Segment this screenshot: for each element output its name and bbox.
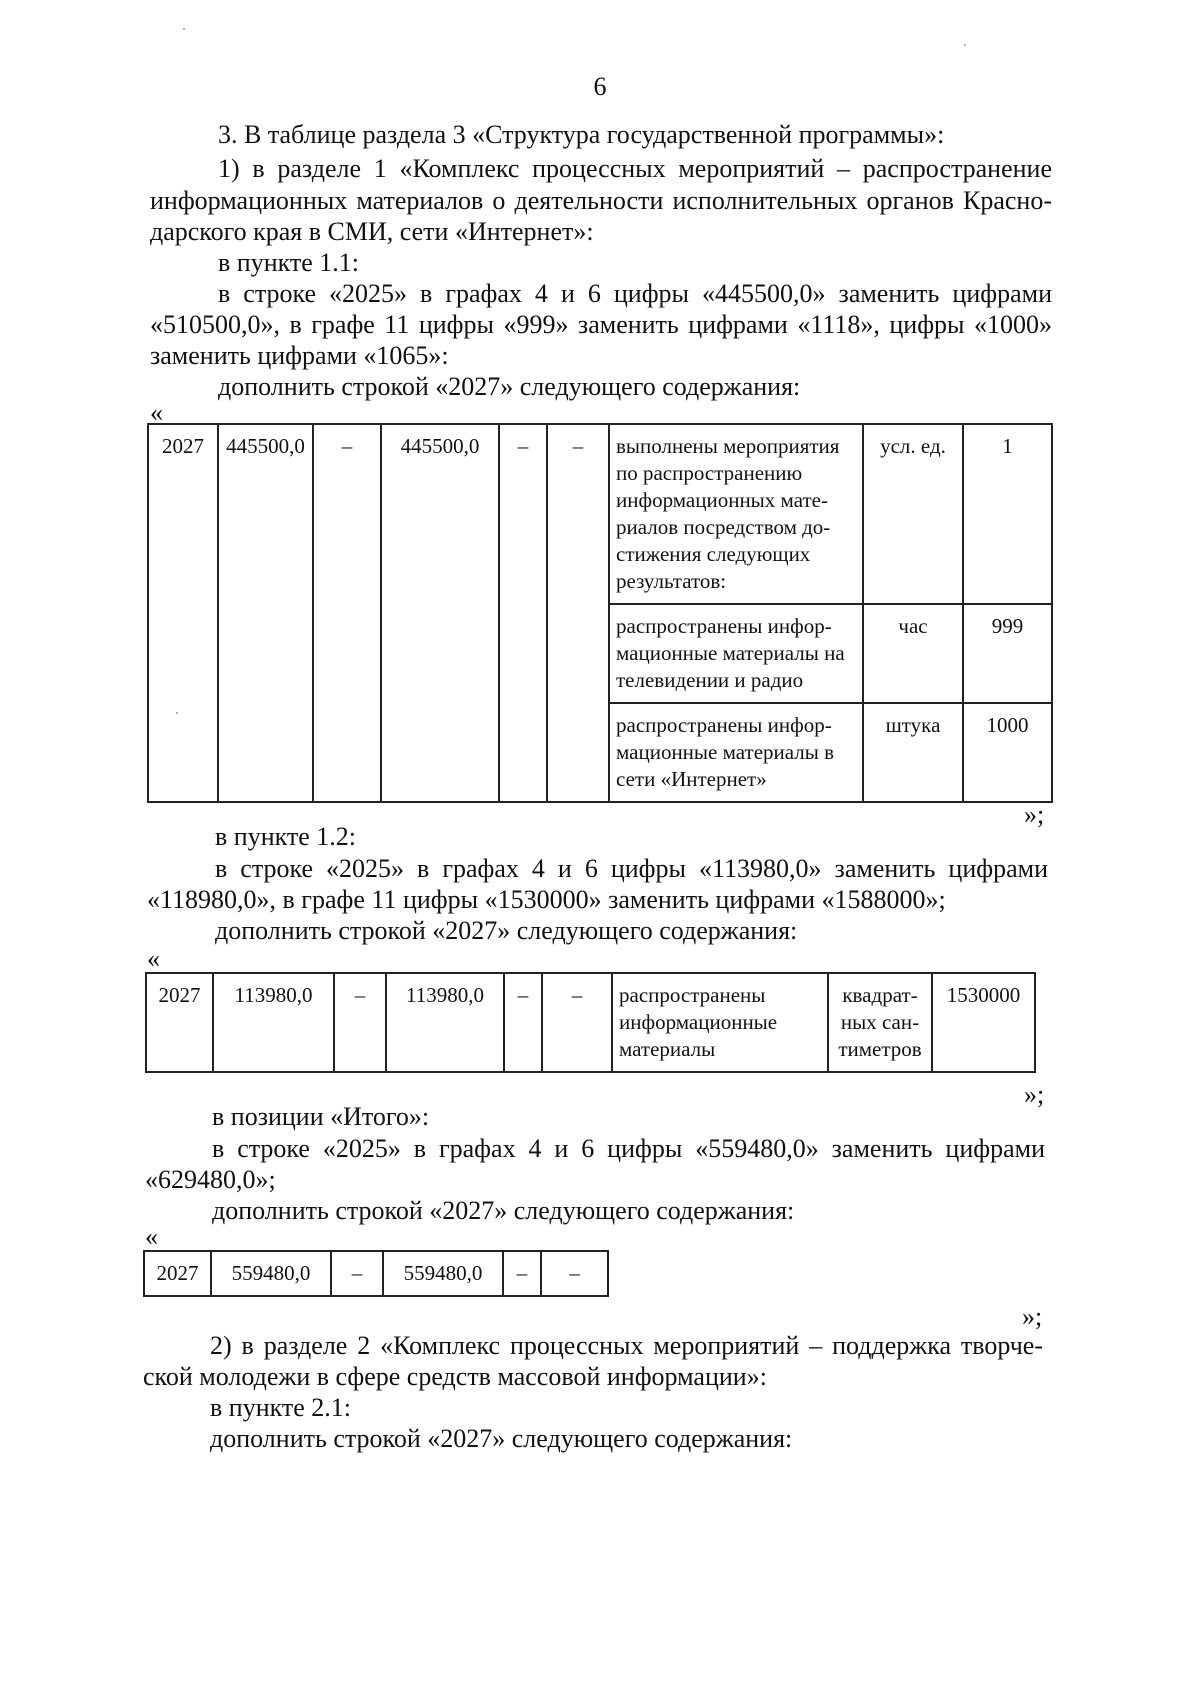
table1-close-quote: »; (1024, 800, 1045, 829)
item2-intro-line2: ской молодежи в сфере средств массовой информации»: (143, 1362, 767, 1391)
table1-col2: 445500,0 (218, 424, 313, 802)
table3-col2: 559480,0 (211, 1251, 331, 1296)
table1-result-text: выполнены мероприятия по распространению информационных мате-риалов посредством до-стижения следующих результатов: (609, 424, 863, 604)
table1-result-text: распространены инфор-мационные материалы в сети «Интернет» (609, 703, 863, 802)
scan-speck (176, 712, 178, 714)
table2-result-value: 1530000 (932, 973, 1035, 1072)
page-number: 6 (593, 72, 607, 101)
table2-row (146, 973, 1035, 1072)
table3-col3: – (331, 1251, 383, 1296)
table1-col4: 445500,0 (381, 424, 499, 802)
table2-result-unit: квадрат-ных сан-тиметров (828, 973, 932, 1072)
table3-year: 2027 (144, 1251, 211, 1296)
point-1-2-line2: «118980,0», в графе 11 цифры «1530000» заменить цифрами «1588000»; (147, 885, 946, 914)
table2-col2: 113980,0 (213, 973, 334, 1072)
table3-col4: 559480,0 (383, 1251, 503, 1296)
table1-result-unit: усл. ед. (863, 424, 963, 604)
table2-result-text: распространены информационные материалы (612, 973, 828, 1072)
table2-col4: 113980,0 (386, 973, 504, 1072)
table-1-1-row-2027 (147, 423, 1053, 803)
point-1-1-label: в пункте 1.1: (218, 248, 360, 277)
table-total-row-2027 (143, 1250, 609, 1297)
table1-col5: – (499, 424, 547, 802)
table1-result-unit: час (863, 604, 963, 703)
total-line1: в строке «2025» в графах 4 и 6 цифры «559480,0» заменить цифрами (212, 1134, 1045, 1163)
point-1-1-line1: в строке «2025» в графах 4 и 6 цифры «445500,0» заменить цифрами (218, 279, 1052, 308)
table2-col6: – (542, 973, 612, 1072)
table1-result-text: распространены инфор-мационные материалы на телевидении и радио (609, 604, 863, 703)
table1-open-quote: « (150, 398, 163, 427)
table3-row (144, 1251, 608, 1296)
item2-intro-line1: 2) в разделе 2 «Комплекс процессных мероприятий – поддержка творче- (210, 1331, 1043, 1360)
table2-col3: – (334, 973, 386, 1072)
table2-open-quote: « (147, 944, 160, 973)
point-2-1-add: дополнить строкой «2027» следующего содержания: (210, 1424, 793, 1453)
table1-result-value: 999 (963, 604, 1052, 703)
item1-intro-line1: 1) в разделе 1 «Комплекс процессных мероприятий – распространение (218, 154, 1052, 183)
table1-col3: – (313, 424, 381, 802)
scan-speck (964, 44, 966, 46)
total-label: в позиции «Итого»: (212, 1102, 430, 1131)
table3-open-quote: « (145, 1222, 158, 1251)
table1-col6: – (547, 424, 609, 802)
table1-row (148, 424, 1052, 604)
item1-intro-line2: информационных материалов о деятельности исполнительных органов Красно- (150, 186, 1052, 215)
point-1-1-line2: «510500,0», в графе 11 цифры «999» заменить цифрами «1118», цифры «1000» (150, 310, 1052, 339)
table3-col5: – (503, 1251, 541, 1296)
point-1-2-add: дополнить строкой «2027» следующего содержания: (215, 916, 798, 945)
point-1-1-line3: заменить цифрами «1065»: (150, 341, 449, 370)
table1-result-unit: штука (863, 703, 963, 802)
table1-year: 2027 (148, 424, 218, 802)
point-1-2-label: в пункте 1.2: (215, 822, 357, 851)
table3-close-quote: »; (1022, 1302, 1043, 1331)
table1-result-value: 1 (963, 424, 1052, 604)
total-line2: «629480,0»; (145, 1165, 276, 1194)
point-2-1-label: в пункте 2.1: (210, 1393, 352, 1422)
point-1-2-line1: в строке «2025» в графах 4 и 6 цифры «113980,0» заменить цифрами (215, 854, 1048, 883)
total-add: дополнить строкой «2027» следующего содержания: (212, 1196, 795, 1225)
table1-result-value: 1000 (963, 703, 1052, 802)
table3-col6: – (541, 1251, 608, 1296)
table2-year: 2027 (146, 973, 213, 1072)
table2-close-quote: »; (1024, 1080, 1045, 1109)
section-heading: 3. В таблице раздела 3 «Структура государственной программы»: (218, 120, 945, 149)
item1-intro-line3: дарского края в СМИ, сети «Интернет»: (150, 217, 594, 246)
scan-speck (183, 28, 185, 30)
point-1-1-add: дополнить строкой «2027» следующего содержания: (218, 372, 801, 401)
table-1-2-row-2027 (145, 972, 1036, 1073)
table2-col5: – (504, 973, 542, 1072)
